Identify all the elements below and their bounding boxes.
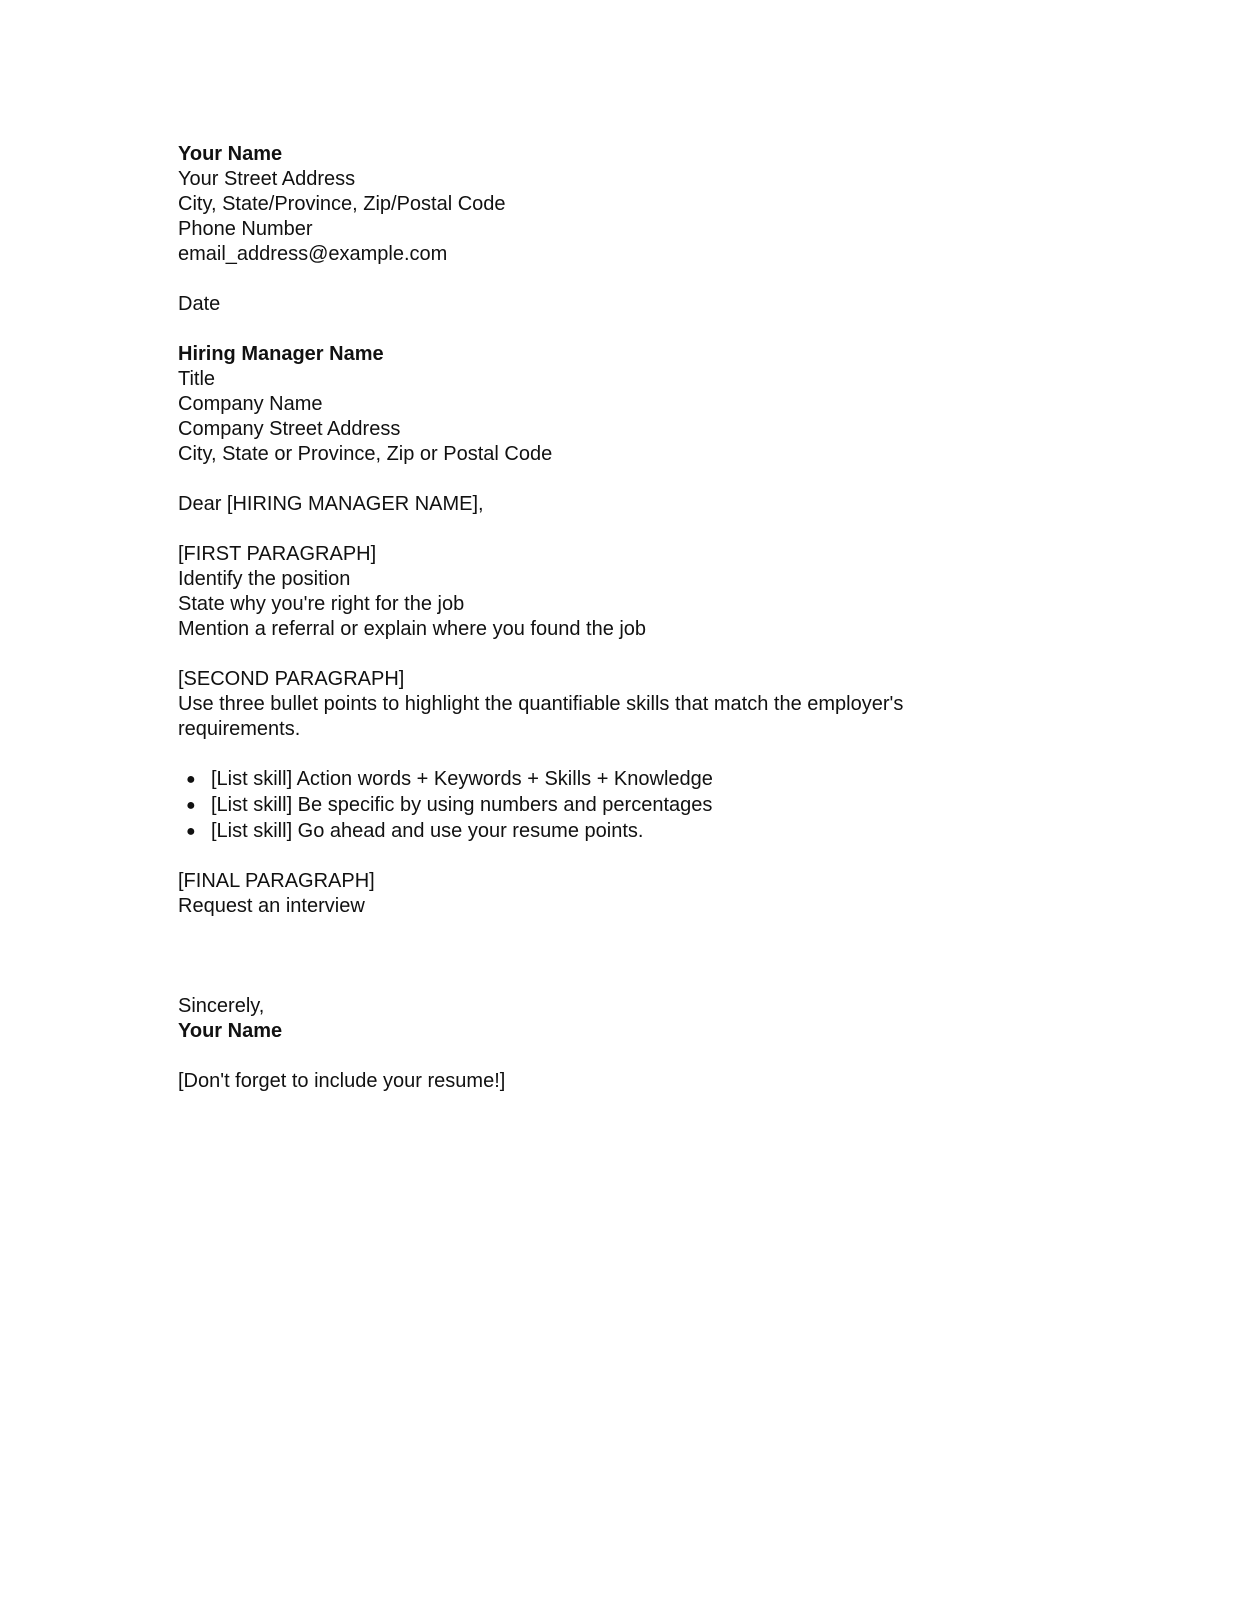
closing-sincerely: Sincerely, <box>178 995 265 1017</box>
bullet-icon: ● <box>186 771 196 788</box>
bullet-icon: ● <box>186 797 196 814</box>
list-item <box>178 793 998 818</box>
second-paragraph-heading: [SECOND PARAGRAPH] <box>178 668 405 690</box>
bullet-text: [List skill] Action words + Keywords + Skills + Knowledge <box>211 768 713 790</box>
date-line: Date <box>178 293 221 315</box>
sender-email: email_address@example.com <box>178 243 448 265</box>
recipient-city-line: City, State or Province, Zip or Postal Code <box>178 443 553 465</box>
first-paragraph-line2: State why you're right for the job <box>178 593 465 615</box>
bullet-icon: ● <box>186 823 196 840</box>
letter-content <box>178 142 998 1094</box>
bullet-text: [List skill] Go ahead and use your resume points. <box>211 820 644 842</box>
first-paragraph-line3: Mention a referral or explain where you found the job <box>178 618 647 640</box>
second-paragraph-block <box>178 667 998 742</box>
salutation-block <box>178 492 998 517</box>
postscript-line: [Don't forget to include your resume!] <box>178 1070 506 1092</box>
recipient-name: Hiring Manager Name <box>178 343 384 365</box>
closing-block <box>178 994 998 1044</box>
first-paragraph-heading: [FIRST PARAGRAPH] <box>178 543 377 565</box>
date-block <box>178 292 998 317</box>
list-item <box>178 819 998 844</box>
first-paragraph-line1: Identify the position <box>178 568 351 590</box>
recipient-street: Company Street Address <box>178 418 401 440</box>
closing-name: Your Name <box>178 1020 283 1042</box>
recipient-title: Title <box>178 368 216 390</box>
sender-block <box>178 142 998 267</box>
list-item <box>178 767 998 792</box>
skills-bullet-list <box>178 767 998 844</box>
final-paragraph-heading: [FINAL PARAGRAPH] <box>178 870 375 892</box>
sender-city-line: City, State/Province, Zip/Postal Code <box>178 193 506 215</box>
recipient-company: Company Name <box>178 393 323 415</box>
postscript-block <box>178 1069 998 1094</box>
second-paragraph-body: Use three bullet points to highlight the quantifiable skills that match the employer's requirements. <box>178 693 904 740</box>
recipient-block <box>178 342 998 467</box>
final-paragraph-block <box>178 869 998 919</box>
sender-street: Your Street Address <box>178 168 356 190</box>
sender-name: Your Name <box>178 143 283 165</box>
sender-phone: Phone Number <box>178 218 313 240</box>
first-paragraph-block <box>178 542 998 642</box>
salutation-line: Dear [HIRING MANAGER NAME], <box>178 493 484 515</box>
bullet-text: [List skill] Be specific by using numbers and percentages <box>211 794 713 816</box>
final-paragraph-line1: Request an interview <box>178 895 365 917</box>
